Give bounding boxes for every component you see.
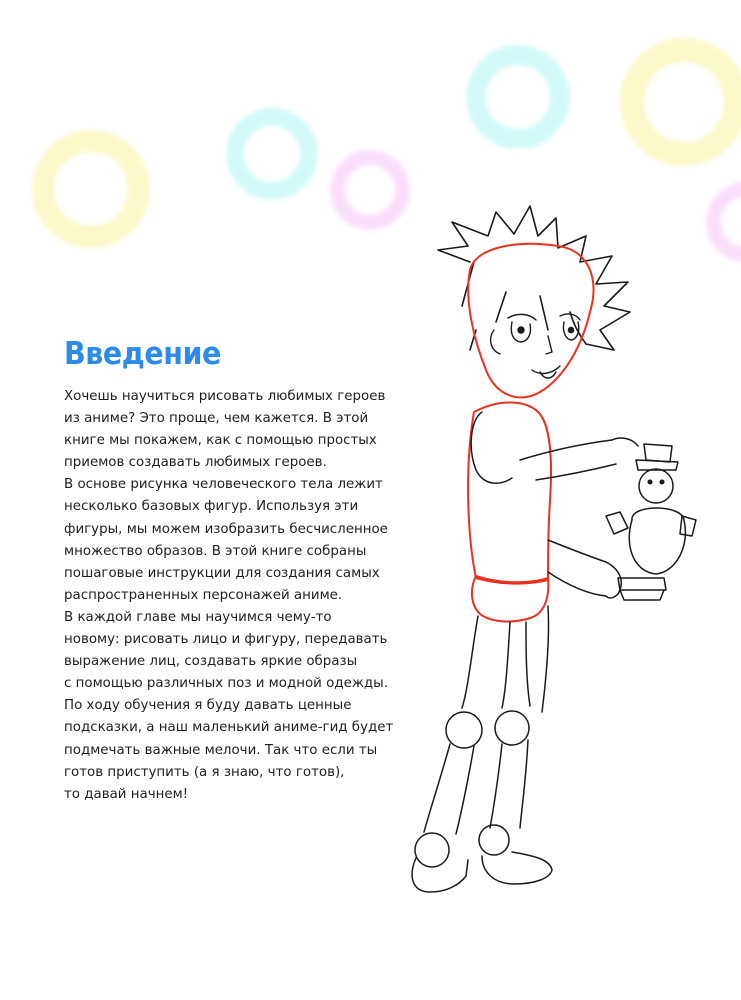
paragraph-line: Хочешь научиться рисовать любимых героев [64, 389, 386, 404]
paragraph-line: В каждой главе мы научимся чему-то [64, 609, 332, 625]
page-title: Введение [64, 336, 221, 372]
paragraph-line: книге мы покажем, как с помощью простых [64, 433, 377, 449]
paragraph-line: фигуры, мы можем изобразить бесчисленное [64, 521, 388, 537]
arms-sketch [471, 412, 638, 598]
paragraph-line: подсказки, а наш маленький аниме-гид будет [64, 720, 394, 736]
paragraph-line: множество образов. В этой книге собраны [64, 543, 367, 559]
legs-sketch [412, 606, 552, 892]
paragraph-line: подмечать важные мелочи. Так что если ты [64, 742, 378, 758]
hair-sketch [438, 206, 630, 350]
torso-construction-shape [468, 402, 551, 583]
paragraph-line: с помощью различных поз и модной одежды. [64, 676, 388, 692]
paragraph-line: из аниме? Это проще, чем кажется. В этой [64, 411, 369, 427]
anime-character-sketch [380, 200, 741, 920]
decorative-ring-cyan-left [226, 108, 318, 200]
paragraph-line: распространенных персонажей аниме. [64, 587, 343, 603]
paragraph-line: По ходу обучения я буду давать ценные [64, 698, 352, 714]
face-sketch [491, 314, 580, 378]
paragraph-line: несколько базовых фигур. Используя эти [64, 499, 359, 515]
decorative-ring-cyan-right [466, 45, 570, 149]
head-construction-shape [468, 244, 593, 398]
paragraph-line: приемов создавать любимых героев. [64, 455, 327, 471]
paragraph-line: готов приступить (а я знаю, что готов), [64, 764, 345, 780]
paragraph-line: выражение лиц, создавать яркие образы [64, 654, 358, 670]
paragraph-line: то давай начнем! [64, 786, 189, 802]
paragraph-line: В основе рисунка человеческого тела лежит [64, 477, 383, 493]
paragraph-line: новому: рисовать лицо и фигуру, передавать [64, 632, 388, 648]
decorative-ring-yellow-right [620, 38, 741, 166]
decorative-ring-yellow-left [32, 130, 150, 248]
paragraph-line: пошаговые инструкции для создания самых [64, 565, 380, 581]
intro-paragraph [64, 386, 434, 806]
